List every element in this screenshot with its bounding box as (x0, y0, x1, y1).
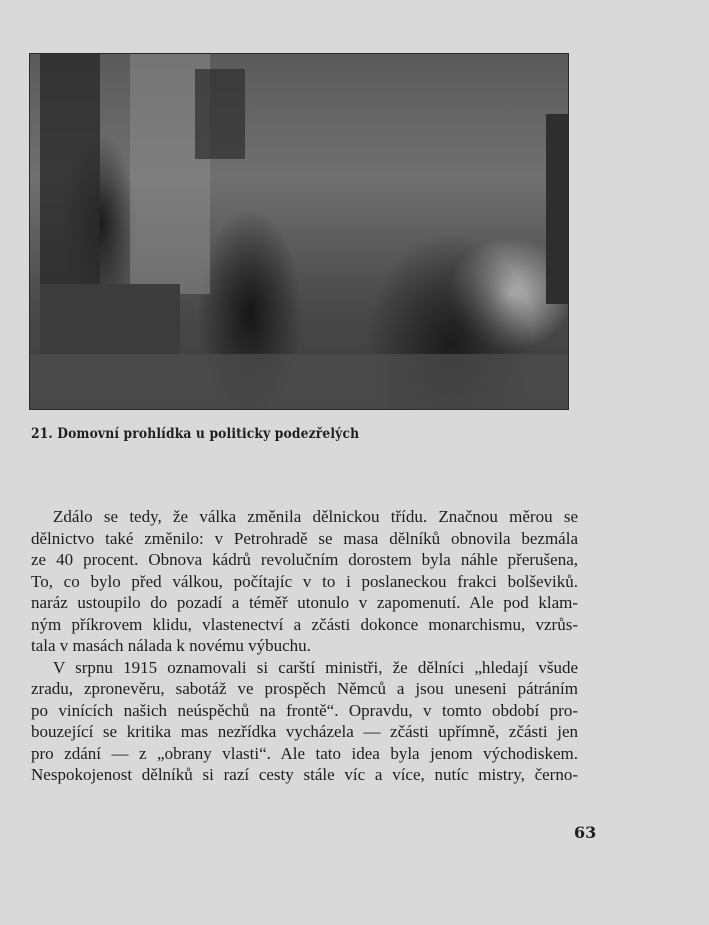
text-line: pro zdání — z „obrany vlasti“. Ale tato idea byla jenom východiskem. (31, 743, 578, 763)
photo-doorway (40, 54, 100, 284)
text-line: dělnictvo také změnilo: v Petrohradě se masa dělníků obnovila bezmála (31, 528, 578, 548)
text-line: To, co bylo před válkou, počítajíc v to i poslaneckou frakci bolševiků. (31, 571, 578, 591)
text-line: Zdálo se tedy, že válka změnila dělnickou třídu. Značnou měrou se (53, 507, 578, 526)
text-line: zradu, zpronevěru, sabotáž ve prospěch Němců a jsou uneseni pátráním (31, 679, 578, 698)
body-text (31, 506, 578, 786)
photo-floor (30, 354, 568, 409)
text-line: tala v masách nálada k novému výbuchu. (31, 636, 311, 655)
text-line: po vinících našich neúspěchů na frontě“. Opravdu, v tomto období pro- (31, 700, 578, 720)
photo-post (546, 114, 568, 304)
figure-caption: 21. Domovní prohlídka u politicky podezřelých (31, 426, 360, 442)
page-number: 63 (574, 823, 597, 842)
historical-photograph (29, 53, 569, 410)
text-line: V srpnu 1915 oznamovali si carští ministři, že dělníci „hledají všude (53, 657, 578, 677)
text-line: naráz ustoupilo do pozadí a téměř utonulo v zapomenutí. Ale pod klam- (31, 593, 578, 612)
text-line: ným příkrovem klidu, vlastenectví a zčásti dokonce monarchismu, vzrůs- (31, 614, 578, 634)
text-line: Nespokojenost dělníků si razí cesty stále víc a více, nutíc mistry, černo- (31, 765, 578, 784)
text-line: ze 40 procent. Obnova kádrů revolučním dorostem byla náhle přerušena, (31, 550, 578, 569)
text-line: bouzející se kritika mas nezřídka vycházela — zčásti upřímně, zčásti jen (31, 722, 578, 741)
photo-window (195, 69, 245, 159)
photo-steps (40, 284, 180, 364)
